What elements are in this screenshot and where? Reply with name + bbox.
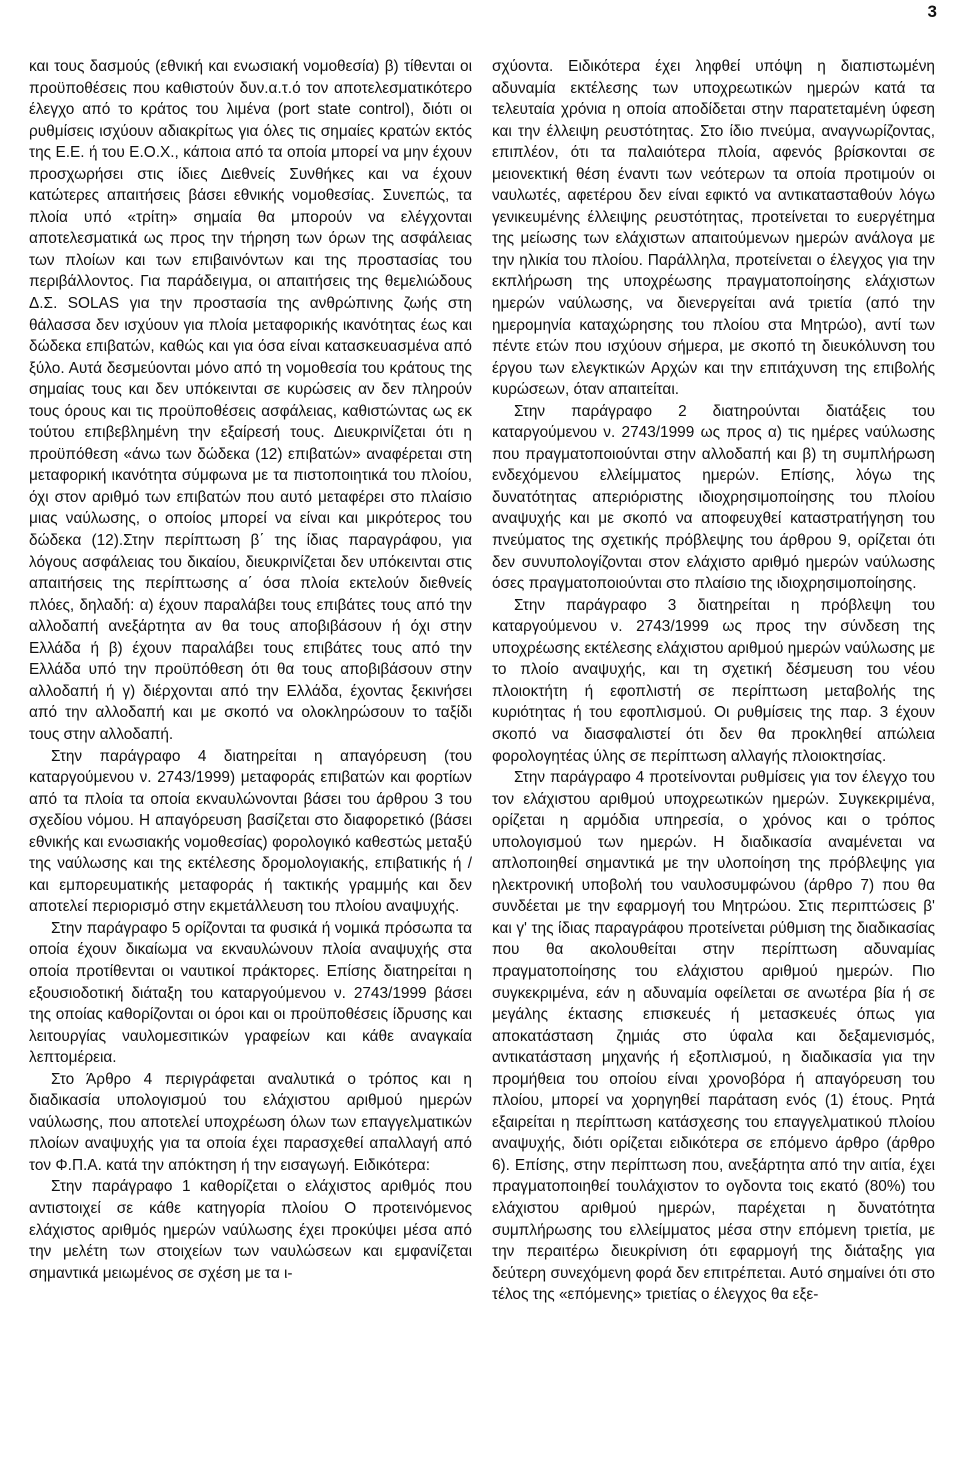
left-paragraph-3: Στην παράγραφο 5 ορίζονται τα φυσικά ή νομικά πρόσωπα τα οποία έχουν δικαίωμα να εκναυλώνουν πλοία αναψυχής στα οποία προτίθενται οι ναυτικοί πράκτορες. Επίσης διατηρείται η εξουσιοδοτική διάταξη του καταργούμενου ν. 2743/1999 βάσει της οποίας καθορίζονται οι όροι και οι προϋποθέσεις ίδρυσης και λειτουργίας ναυλομεσιτικών γραφείων και κάθε αναγκαία λεπτομέρεια. xyxy=(29,919,472,1067)
left-column xyxy=(29,56,472,1284)
right-paragraph-2: Στην παράγραφο 2 διατηρούνται διατάξεις του καταργούμενου ν. 2743/1999 ως προς α) τις ημέρες ναύλωσης που πραγματοποιούνται στην αλλοδαπή και β) τη συμπλήρωση ενδεχόμενου ελλείμματος ημερών. Επίσης, λόγω της δυνατότητας απεριόριστης ιδιοχρησιμοποίησης του πλοίου αναψυχής και με σκοπό να αποφευχθεί καταστρατήγηση του πνεύματος της σχετικής πρόβλεψης του άρθρου 9, ορίζεται ότι δεν συνυπολογίζονται στον ελάχιστο αριθμό ημερών ναύλωσης όσες πραγματοποιούνται στο πλαίσιο της ιδιοχρησιμοποίησης. xyxy=(492,402,935,593)
left-paragraph-5: Στην παράγραφο 1 καθορίζεται ο ελάχιστος αριθμός που αντιστοιχεί σε κάθε κατηγορία πλοίου Ο προτεινόμενος ελάχιστος αριθμός ημερών ναύλωσης έχει προκύψει μέσα από την μελέτη των στοιχείων των ναυλώσεων και εμφανίζεται σημαντικά μειωμένος σε σχέση με τα ι- xyxy=(29,1178,472,1282)
left-paragraph-1: και τους δασμούς (εθνική και ενωσιακή νομοθεσία) β) τίθενται οι προϋποθέσεις που καθιστούν δυν.α.τ.ό τον αποτελεσματικότερο έλεγχο από το κράτος του λιμένα (port state control), διότι οι ρυθμίσεις ισχύουν αδιακρίτως για όλες τις σημαίες κρατών εκτός της Ε.Ε. ή του Ε.Ο.Χ., κάποια από τα οποία μπορεί να μην έχουν προσχωρήσει στις ίδιες Διεθνείς Συνθήκες και να έχουν κατώτερες απαιτήσεις βάσει εθνικής νομοθεσίας. Συνεπώς, τα πλοία υπό «τρίτη» σημαία θα μπορούν να ελέγχονται αποτελεσματικά ως προς την τήρηση των όρων της ασφάλειας των πλοίων και των επιβαινόντων και της προστασίας του περιβάλλοντος. Για παράδειγμα, οι απαιτήσεις της θεμελιώδους Δ.Σ. SOLAS για την προστασία της ανθρώπινης ζωής στη θάλασσα δεν ισχύουν για πλοία μεταφορικής ικανότητας έως και δώδεκα επιβατών, καθώς και για όσα είναι κατασκευασμένα από ξύλο. Αυτά δεσμεύονται μόνο από τη νομοθεσία του κράτους της σημαίας τους και δεν υπόκεινται σε κυρώσεις αν δεν πληρούν τους όρους και τις προϋποθέσεις ασφάλειας, καθιστώντας ως εκ τούτου επιβεβλημένη την εξαίρεσή τους. Διευκρινίζεται ότι η προϋπόθεση «άνω των δώδεκα (12) επιβατών» αναφέρεται στη μεταφορική ικανότητα σύμφωνα με τα πιστοποιητικά του πλοίου, όχι στον αριθμό των επιβατών που αυτό μεταφέρει στο πλαίσιο μιας ναύλωσης, ο οποίος μπορεί να είναι και μικρότερος του δώδεκα (12).Στην περίπτωση β΄ της ίδιας παραγράφου, για λόγους ασφάλειας του δικαίου, διευκρινίζεται δεν υπόκεινται στις απαιτήσεις της περίπτωσης α΄ όσα πλοία εκτελούν διεθνείς πλόες, δηλαδή: α) έχουν παραλάβει τους επιβάτες τους από την αλλοδαπή ανεξάρτητα αν θα τους αποβιβάσουν ή όχι στην Ελλάδα ή β) έχουν παραλάβει τους επιβάτες τους από την Ελλάδα υπό την προϋπόθεση ότι θα τους αποβιβάσουν στην αλλοδαπή ή γ) διέρχονται από την Ελλάδα, έχοντας ξεκινήσει από την αλλοδαπή και με σκοπό να ολοκληρώσουν το ταξίδι τους στην αλλοδαπή. xyxy=(29,58,472,743)
right-paragraph-1: σχύοντα. Ειδικότερα έχει ληφθεί υπόψη η διαπιστωμένη αδυναμία εκτέλεσης των υποχρεωτικών ημερών κατά τα τελευταία χρόνια η οποία αποδίδεται στην παρατεταμένη ύφεση και την έλλειψη ρευστότητας. Στο ίδιο πνεύμα, αναγνωρίζοντας, επιπλέον, ότι τα παλαιότερα πλοία, αφενός βρίσκονται σε μειονεκτική θέση έναντι των νεότερων τα οποία προτιμούν οι ναυλωτές, αφετέρου δεν είναι εφικτό να αντικατασταθούν λόγω γενικευμένης έλλειψης ρευστότητας, προτείνεται το ευεργέτημα της μείωσης των ελάχιστων απαιτούμενων ημερών ανάλογα με την ηλικία του πλοίου. Παράλληλα, προτείνεται ο έλεγχος για την εκπλήρωση της υποχρέωσης πραγματοποίησης ελάχιστων ημερών ναύλωσης, να διενεργείται ανά τριετία (από την ημερομηνία καταχώρησης του πλοίου στα Μητρώο), αντί των πέντε ετών που ισχύουν σήμερα, με σκοπό τη διευκόλυνση του έργου των ελεγκτικών Αρχών και την επιτάχυνση της επιβολής κυρώσεων, όταν απαιτείται. xyxy=(492,58,935,399)
left-paragraph-2: Στην παράγραφο 4 διατηρείται η απαγόρευση (του καταργούμενου ν. 2743/1999) μεταφοράς επιβατών και φορτίων από τα πλοία τα οποία εκναυλώνονται βάσει του άρθρου 3 του σχεδίου νόμου. Η απαγόρευση βασίζεται στο διαφορετικό (βάσει εθνικής και ενωσιακής νομοθεσίας) φορολογικό καθεστώς μεταξύ της ναύλωσης και της εκτέλεσης δρομολογιακής, επιβατικής ή / και εμπορευματικής μεταφοράς ή τακτικής γραμμής και δεν αποτελεί περιορισμό στην εκμετάλλευση του πλοίου αναψυχής. xyxy=(29,747,472,916)
right-paragraph-4: Στην παράγραφο 4 προτείνονται ρυθμίσεις για τον έλεγχο του τον ελάχιστου αριθμού υποχρεωτικών ημερών. Συγκεκριμένα, ορίζεται η αρμόδια υπηρεσία, ο χρόνος και ο τρόπος υπολογισμού των ημερών. Η διαδικασία αναμένεται να απλοποιηθεί σημαντικά με την υλοποίηση της πρόβλεψης για ηλεκτρονική υποβολή του ναυλοσυμφώνου (άρθρο 7) που θα συνδέεται με την εφαρμογή του Μητρώου. Στις περιπτώσεις β' και γ' της ίδιας παραγράφου προτείνεται ρύθμιση της διαδικασίας που θα ακολουθείται στην περίπτωση αδυναμίας πραγματοποίησης του ελάχιστου αριθμού ημερών. Πιο συγκεκριμένα, εάν η αδυναμία οφείλεται σε ανωτέρα βία ή σε μεγάλης έκτασης επισκευές ή μετασκευές όπως για αποκατάσταση ζημιάς στο ύφαλα και δεξαμενισμός, αντικατάσταση μηχανής ή εξοπλισμού, η διαδικασία για την προμήθεια του οποίου είναι χρονοβόρα ή απαγόρευση του πλοίου, μπορεί να χορηγηθεί παράταση ενός (1) έτους. Ρητά εξαιρείται η περίπτωση κατάσχεσης του επαγγελματικού πλοίου αναψυχής, διότι ορίζεται ειδικότερα σε επόμενο άρθρο (άρθρο 6). Επίσης, στην περίπτωση που, ανεξάρτητα από την αιτία, έχει πραγματοποιηθεί τουλάχιστον το ογδοντα τοις εκατό (80%) του ελάχιστου αριθμού ημερών, παρέχεται η δυνατότητα συμπλήρωσης του ελλείμματος μέσα στην επόμενη τριετία, με την περαιτέρω διευκρίνιση ότι εφαρμογή της διάταξης για δεύτερη συνεχόμενη φορά δεν επιτρέπεται. Αυτό σημαίνει ότι στο τέλος της «επόμενης» τριετίας ο έλεγχος θα εξε- xyxy=(492,769,935,1304)
left-paragraph-4: Στο Άρθρο 4 περιγράφεται αναλυτικά ο τρόπος και η διαδικασία υπολογισμού του ελάχιστου αριθμού ημερών ναύλωσης, που αποτελεί υποχρέωση όλων των επαγγελματικών πλοίων αναψυχής για τα οποία έχει παρασχεθεί απαλλαγή από τον Φ.Π.Α. κατά την απόκτηση ή την εισαγωγή. Ειδικότερα: xyxy=(29,1070,472,1174)
page-number: 3 xyxy=(927,2,937,21)
right-paragraph-3: Στην παράγραφο 3 διατηρείται η πρόβλεψη του καταργούμενου ν. 2743/1999 ως προς την σύνδεση της υποχρέωσης εκτέλεσης ελάχιστου αριθμού ημερών ναύλωσης με το πλοίο αναψυχής, και τη σχετική δέσμευση του νέου πλοιοκτήτη ή εφοπλιστή σε περίπτωση μεταβολής της κυριότητας ή του εφοπλισμού. Οι ρυθμίσεις της παρ. 3 έχουν σκοπό να διασφαλιστεί ότι δεν θα προκληθεί απώλεια φορολογητέας ύλης σε περίπτωση αλλαγής πλοιοκτησίας. xyxy=(492,596,935,765)
right-column xyxy=(492,56,935,1306)
